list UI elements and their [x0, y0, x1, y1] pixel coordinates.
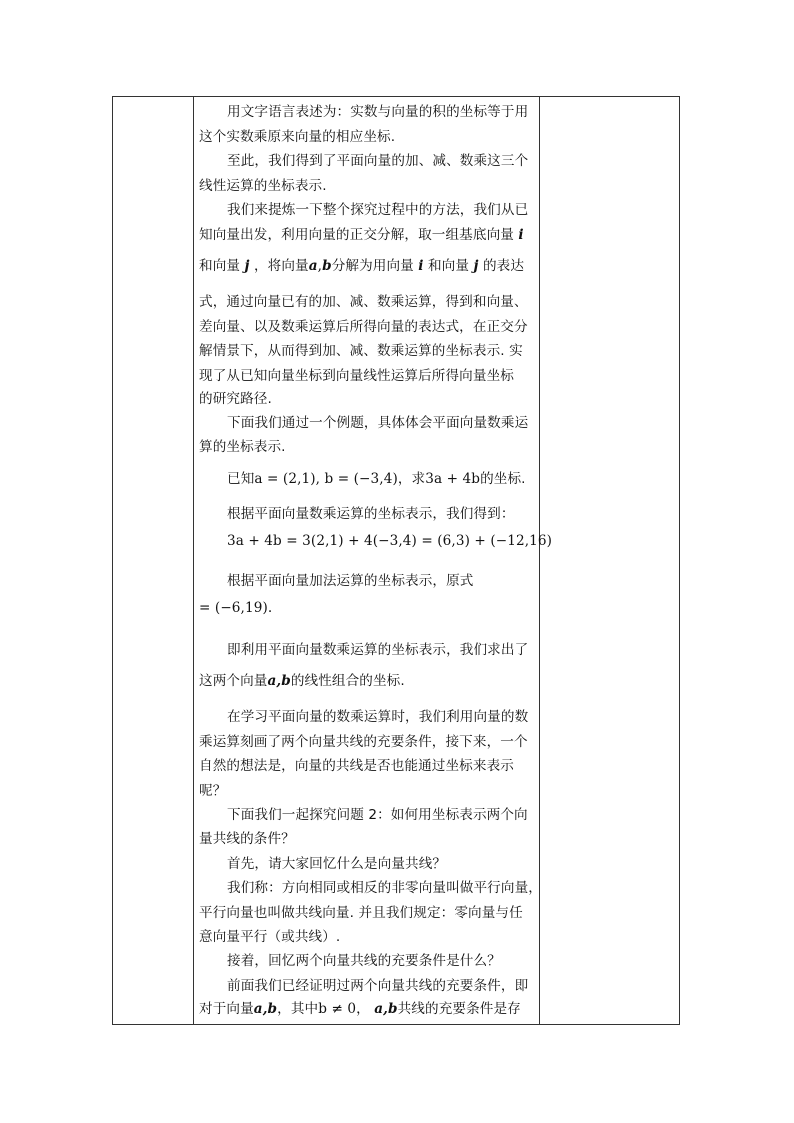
- example-line: 已知a = (2,1), b = (−3,4)，求3a + 4b的坐标.: [227, 471, 526, 487]
- text-line: 平行向量也叫做共线向量. 并且我们规定：零向量与任: [199, 905, 523, 921]
- text-line: 至此，我们得到了平面向量的加、减、数乘这三个: [227, 153, 529, 169]
- text-line: 根据平面向量数乘运算的坐标表示，我们得到：: [227, 506, 515, 522]
- column-divider-1: [193, 97, 194, 1024]
- text-line: 意向量平行（或共线）.: [199, 929, 341, 945]
- text-line: 我们称：方向相同或相反的非零向量叫做平行向量，: [227, 880, 542, 896]
- text-line: 用文字语言表述为：实数与向量的积的坐标等于用: [227, 104, 529, 120]
- text-line: 差向量、以及数乘运算后所得向量的表达式，在正交分: [199, 319, 528, 335]
- text-line: 解情景下，从而得到加、减、数乘运算的坐标表示. 实: [199, 343, 523, 359]
- text-line: 这两个向量a,b的线性组合的坐标.: [199, 673, 405, 689]
- text-line: 自然的想法是，向量的共线是否也能通过坐标来表示: [199, 758, 514, 774]
- text-line: 和向量 j ，将向量a,b分解为用向量 i 和向量 j 的表达: [199, 258, 525, 274]
- text-line: 对于向量a,b，其中b ≠ 0， a,b共线的充要条件是存: [199, 1001, 521, 1017]
- text-line: 即利用平面向量数乘运算的坐标表示，我们求出了: [227, 642, 529, 658]
- text-line: 接着，回忆两个向量共线的充要条件是什么？: [227, 953, 501, 969]
- text-line: 下面我们一起探究问题 2：如何用坐标表示两个向: [227, 807, 528, 823]
- text-line: 根据平面向量加法运算的坐标表示，原式: [227, 573, 474, 589]
- text-line: 算的坐标表示.: [199, 439, 286, 455]
- text-line: 量共线的条件？: [199, 831, 295, 847]
- text-line: 知向量出发，利用向量的正交分解，取一组基底向量 i: [199, 227, 524, 243]
- equation-line: = (−6,19).: [199, 600, 273, 616]
- text-line: 线性运算的坐标表示.: [199, 178, 327, 194]
- equation-line: 3a + 4b = 3(2,1) + 4(−3,4) = (6,3) + (−12,16): [227, 533, 553, 549]
- text-line: 我们来提炼一下整个探究过程中的方法，我们从已: [227, 202, 529, 218]
- text-line: 首先，请大家回忆什么是向量共线？: [227, 856, 447, 872]
- text-line: 呢？: [199, 783, 227, 799]
- text-line: 下面我们通过一个例题，具体体会平面向量数乘运: [227, 415, 529, 431]
- text-line: 前面我们已经证明过两个向量共线的充要条件，即: [227, 978, 529, 994]
- text-line: 的研究路径.: [199, 391, 272, 407]
- text-line: 乘运算刻画了两个向量共线的充要条件，接下来，一个: [199, 734, 528, 750]
- text-line: 式，通过向量已有的加、减、数乘运算，得到和向量、: [199, 294, 528, 310]
- text-line: 现了从已知向量坐标到向量线性运算后所得向量坐标: [199, 368, 514, 384]
- text-line: 在学习平面向量的数乘运算时，我们利用向量的数: [227, 709, 529, 725]
- text-line: 这个实数乘原来向量的相应坐标.: [199, 129, 396, 145]
